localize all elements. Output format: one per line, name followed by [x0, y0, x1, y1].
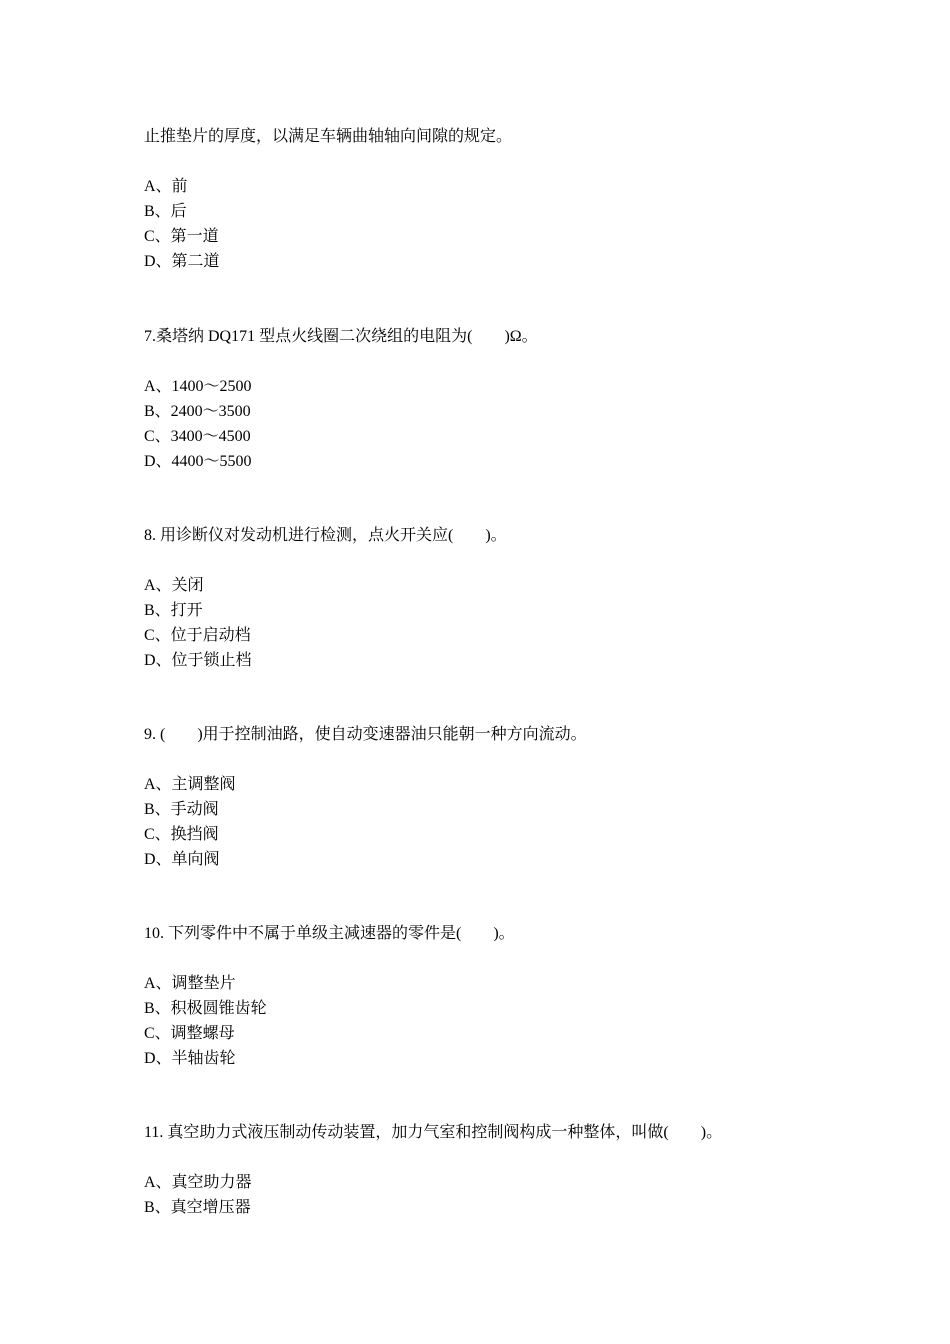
option-c: C、换挡阀: [144, 826, 219, 843]
question-7-stem: 7.桑塔纳 DQ171 型点火线圈二次绕组的电阻为( )Ω。: [144, 328, 538, 345]
question-10-stem: 10. 下列零件中不属于单级主减速器的零件是( )。: [144, 925, 515, 942]
option-d: D、半轴齿轮: [144, 1050, 236, 1067]
option-b: B、后: [144, 203, 187, 220]
option-a: A、前: [144, 178, 188, 195]
intro-line: 止推垫片的厚度，以满足车辆曲轴轴向间隙的规定。: [144, 128, 513, 145]
option-c: C、第一道: [144, 228, 219, 245]
question-8-stem: 8. 用诊断仪对发动机进行检测，点火开关应( )。: [144, 527, 507, 544]
option-d: D、第二道: [144, 253, 220, 270]
option-a: A、1400～2500: [144, 378, 252, 395]
option-d: D、4400～5500: [144, 453, 252, 470]
option-a: A、调整垫片: [144, 975, 236, 992]
option-b: B、手动阀: [144, 801, 219, 818]
option-c: C、3400～4500: [144, 428, 251, 445]
option-b: B、积极圆锥齿轮: [144, 1000, 267, 1017]
question-11-stem: 11. 真空助力式液压制动传动装置，加力气室和控制阀构成一种整体，叫做( )。: [144, 1124, 723, 1141]
option-a: A、主调整阀: [144, 776, 236, 793]
option-b: B、2400～3500: [144, 403, 251, 420]
option-c: C、调整螺母: [144, 1025, 235, 1042]
option-b: B、打开: [144, 602, 203, 619]
option-d: D、单向阀: [144, 851, 220, 868]
option-d: D、位于锁止档: [144, 652, 252, 669]
option-b: B、真空增压器: [144, 1199, 251, 1216]
option-a: A、关闭: [144, 577, 204, 594]
option-c: C、位于启动档: [144, 627, 251, 644]
question-9-stem: 9. ( )用于控制油路，使自动变速器油只能朝一种方向流动。: [144, 726, 587, 743]
option-a: A、真空助力器: [144, 1174, 252, 1191]
